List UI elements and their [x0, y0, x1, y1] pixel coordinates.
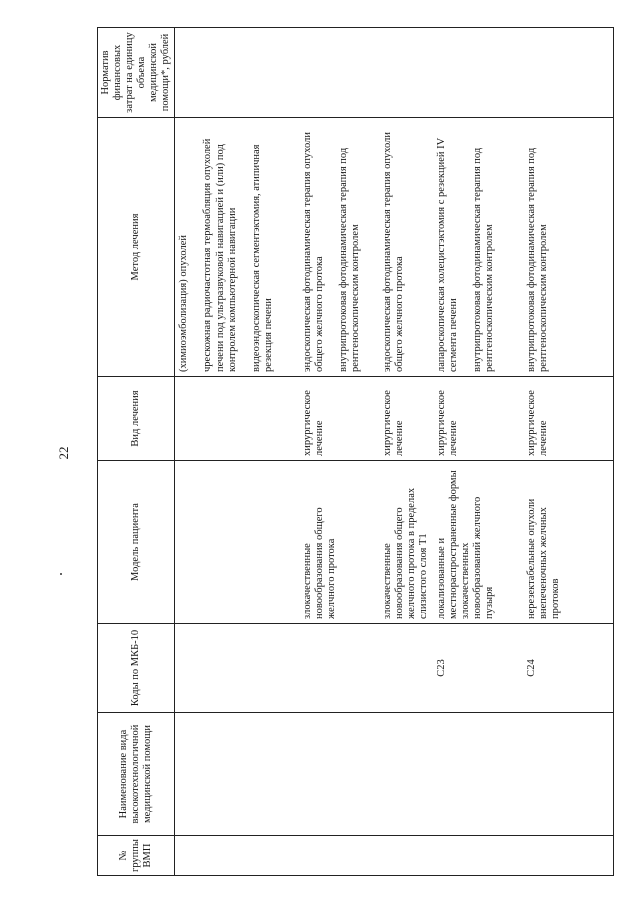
- treatment-method-item: эндоскопическая фотодинамическая терапия опухоли общего желчного протока: [381, 131, 405, 372]
- icd10-code-cell: [175, 624, 299, 713]
- treatment-method-cell: [523, 118, 613, 377]
- treatment-method-cell: [175, 118, 299, 377]
- treatment-type-cell: хирургическое лечение: [433, 377, 523, 461]
- header-icd10-codes: Коды по МКБ-10: [98, 624, 175, 713]
- table-row: [379, 28, 433, 876]
- icd10-code-cell: [299, 624, 379, 713]
- page-number: 22: [56, 446, 71, 460]
- icd10-code-cell: C23: [433, 624, 523, 713]
- table-row: [299, 28, 379, 876]
- table-header-row: [98, 28, 175, 876]
- treatment-method-item: внутрипротоковая фотодинамическая терапия под рентгеноскопическим контролем: [472, 147, 496, 372]
- treatment-method-item: внутрипротоковая фотодинамическая терапия под рентгеноскопическим контролем: [338, 147, 362, 372]
- cost-norm-cell: [299, 28, 379, 118]
- rotated-page: [97, 28, 593, 876]
- patient-model-cell: злокачественные новообразования общего желчного протока: [299, 461, 379, 624]
- group-cell: [523, 836, 613, 876]
- header-treatment-method: Метод лечения: [98, 118, 175, 377]
- header-cost-norm: Норматив финансовых затрат на единицу объема медицинской помощи*, рублей: [98, 28, 175, 118]
- care-type-name-cell: [299, 713, 379, 836]
- group-cell: [299, 836, 379, 876]
- patient-model-cell: злокачественные новообразования общего желчного протока в пределах слизистого слоя T1: [379, 461, 433, 624]
- header-care-type-name: Наименование вида высокотехнологичной медицинской помощи: [98, 713, 175, 836]
- header-group-number: № группы ВМП: [98, 836, 175, 876]
- patient-model-cell: локализованные и местнораспространенные формы злокачественных новообразований желчного пузыря: [433, 461, 523, 624]
- treatment-method-item: лапароскопическая холецистэктомия с резекцией IV сегмента печени: [436, 137, 460, 372]
- patient-model-cell: нерезектабельные опухоли внепеченочных желчных протоков: [523, 461, 613, 624]
- treatment-method-item: внутрипротоковая фотодинамическая терапия под рентгеноскопическим контролем: [526, 147, 550, 372]
- icd10-code-cell: [379, 624, 433, 713]
- care-type-name-cell: [523, 713, 613, 836]
- treatment-type-cell: [175, 377, 299, 461]
- care-type-name-cell: [379, 713, 433, 836]
- header-treatment-type: Вид лечения: [98, 377, 175, 461]
- treatment-type-cell: хирургическое лечение: [299, 377, 379, 461]
- table-row: [523, 28, 613, 876]
- treatment-type-cell: хирургическое лечение: [523, 377, 613, 461]
- care-type-name-cell: [175, 713, 299, 836]
- group-cell: [175, 836, 299, 876]
- patient-model-cell: [175, 461, 299, 624]
- cost-norm-cell: [379, 28, 433, 118]
- cost-norm-cell: [523, 28, 613, 118]
- treatment-method-item: чрескожная радиочастотная термоабляция опухолей печени под ультразвуковой навигацией и (или) под контролем компьютерной навигации: [202, 138, 238, 372]
- cost-norm-cell: [175, 28, 299, 118]
- treatment-method-item: (химиоэмболизация) опухолей: [178, 235, 190, 372]
- treatment-method-cell: [299, 118, 379, 377]
- cost-norm-cell: [433, 28, 523, 118]
- treatment-method-item: видеоэндоскопическая сегментэктомия, атипичная резекция печени: [250, 144, 274, 372]
- scan-artifact-dot: [60, 573, 62, 575]
- table-row: [175, 28, 299, 876]
- treatment-method-cell: [433, 118, 523, 377]
- table-body: [175, 28, 613, 876]
- icd10-code-cell: C24: [523, 624, 613, 713]
- table-row: [433, 28, 523, 876]
- vmp-table: [97, 27, 614, 876]
- header-patient-model: Модель пациента: [98, 461, 175, 624]
- group-cell: [379, 836, 433, 876]
- treatment-type-cell: хирургическое лечение: [379, 377, 433, 461]
- group-cell: [433, 836, 523, 876]
- treatment-method-cell: [379, 118, 433, 377]
- treatment-method-item: эндоскопическая фотодинамическая терапия опухоли общего желчного протока: [301, 131, 325, 372]
- care-type-name-cell: [433, 713, 523, 836]
